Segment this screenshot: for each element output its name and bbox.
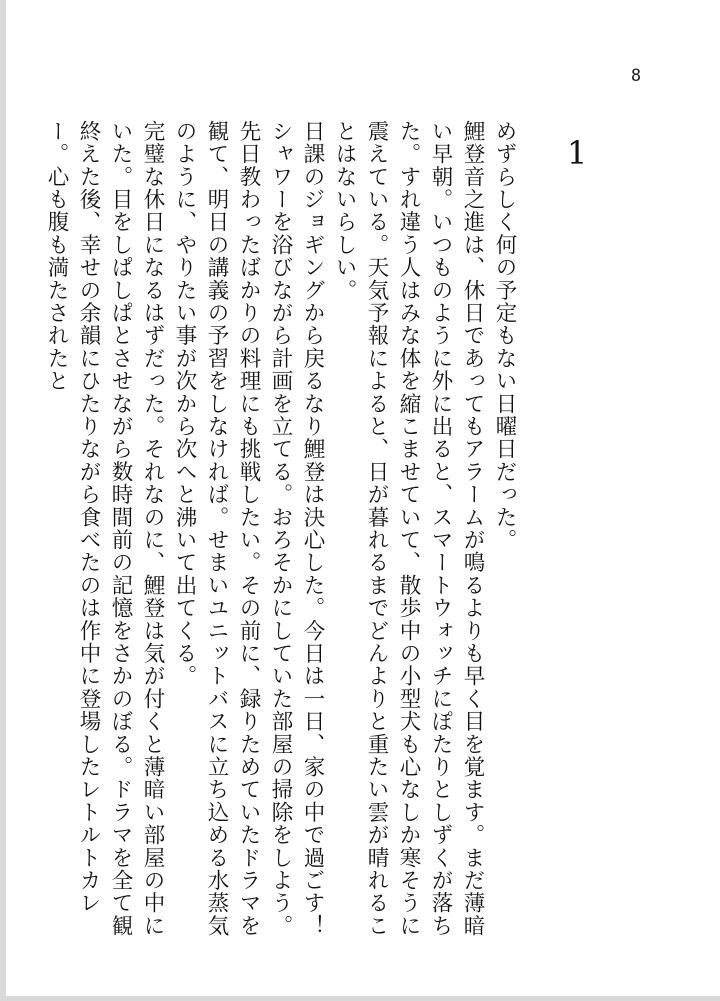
paragraph-2: 鯉登音之進は、休日であってもアラームが鳴るよりも早く目を覚ます。まだ薄暗い早朝。いつものように外に出ると、スマートウォッチにぽたりとしずくが落ちた。すれ違う人はみな体を縮こませていて、散歩中の小型犬も心なしか寒そうに震えている。天気予報によると、日が暮れるまでどんよりと重たい雲が晴れることはないらしい。: [332, 120, 485, 938]
paragraph-5: 完璧な休日になるはずだった。それなのに、鯉登は気が付くと薄暗い部屋の中にいた。目をしぱしぱとさせながら数時間前の記憶をさかのぼる。ドラマを全て観終えた後、幸せの余韻にひたりながら食べたのは作中に登場したレトルトカレー。心も腹も満たされたと: [44, 120, 165, 938]
chapter-number: 1: [566, 134, 588, 172]
page-border-left: [0, 0, 6, 1001]
body-text: [40, 120, 520, 950]
page-border-bottom: [0, 996, 720, 1001]
paragraph-1: めずらしく何の予定もない日曜日だった。: [492, 120, 517, 552]
page-number: 8: [630, 66, 642, 86]
paragraph-3: 日課のジョギングから戻るなり鯉登は決心した。今日は一日、家の中で過ごす！: [300, 120, 325, 938]
paragraph-4: シャワーを浴びながら計画を立てる。おろそかにしていた部屋の掃除をしよう。先日教わったばかりの料理にも挑戦したい。その前に、録りためていたドラマを観て、明日の講義の予習をしなければ。せまいユニットバスに立ち込める水蒸気のように、やりたい事が次から次へと沸いて出てくる。: [172, 120, 293, 938]
